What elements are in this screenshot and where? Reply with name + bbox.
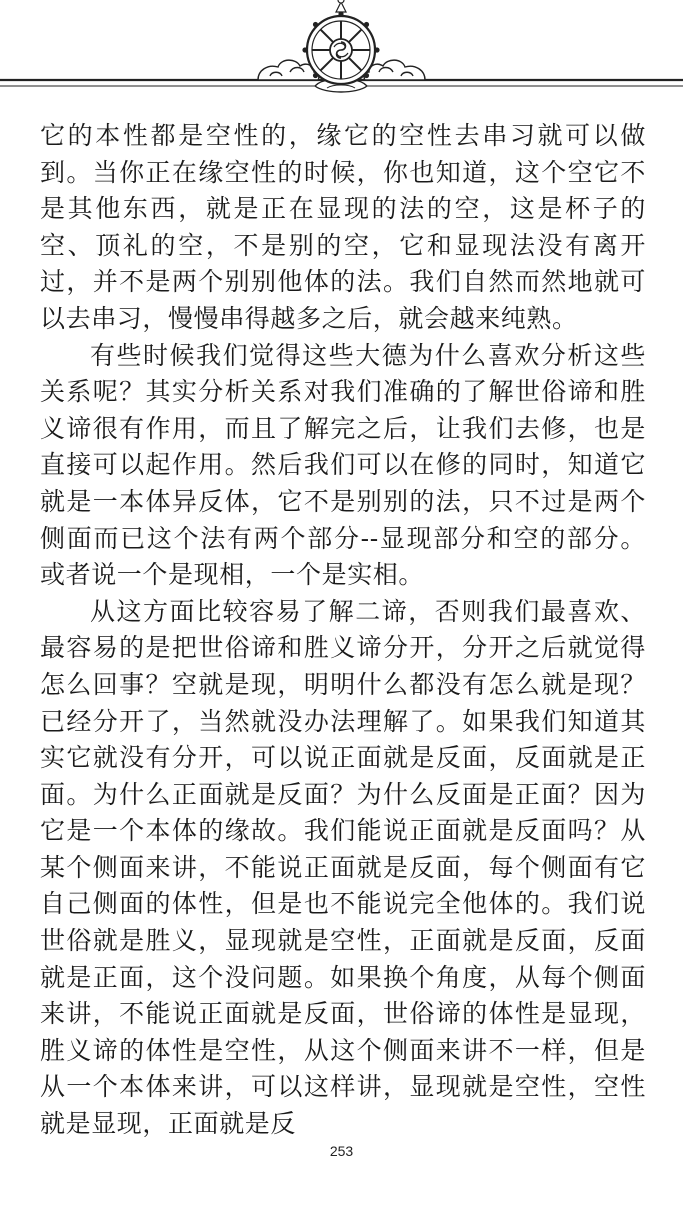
page-body — [40, 118, 646, 1143]
page-number: 253 — [329, 1143, 354, 1159]
paragraph-2: 有些时候我们觉得这些大德为什么喜欢分析这些关系呢？其实分析关系对我们准确的了解世俗谛和胜义谛很有作用，而且了解完之后，让我们去修，也是直接可以起作用。然后我们可以在修的同时，知道它就是一本体异反体，它不是别别的法，只不过是两个侧面而已这个法有两个部分--显现部分和空的部分。或者说一个是现相，一个是实相。 — [40, 340, 646, 590]
paragraph-1: 它的本性都是空性的，缘它的空性去串习就可以做到。当你正在缘空性的时候，你也知道，这个空它不是其他东西，就是正在显现的法的空，这是杯子的空、顶礼的空，不是别的空，它和显现法没有离开过，并不是两个别别他体的法。我们自然而然地就可以去串习，慢慢串得越多之后，就会越来纯熟。 — [40, 121, 646, 333]
header-ornament — [0, 0, 683, 110]
paragraph-3: 从这方面比较容易了解二谛，否则我们最喜欢、最容易的是把世俗谛和胜义谛分开，分开之后就觉得怎么回事？空就是现，明明什么都没有怎么就是现？已经分开了，当然就没办法理解了。如果我们知道其实它就没有分开，可以说正面就是反面，反面就是正面。为什么正面就是反面？为什么反面是正面？因为它是一个本体的缘故。我们能说正面就是反面吗？从某个侧面来讲，不能说正面就是反面，每个侧面有它自己侧面的体性，但是也不能说完全他体的。我们说世俗就是胜义，显现就是空性，正面就是反面，反面就是正面，这个没问题。如果换个角度，从每个侧面来讲，不能说正面就是反面，世俗谛的体性是显现，胜义谛的体性是空性，从这个侧面来讲不一样，但是从一个本体来讲，可以这样讲，显现就是空性，空性就是显现，正面就是反 — [40, 596, 646, 1139]
